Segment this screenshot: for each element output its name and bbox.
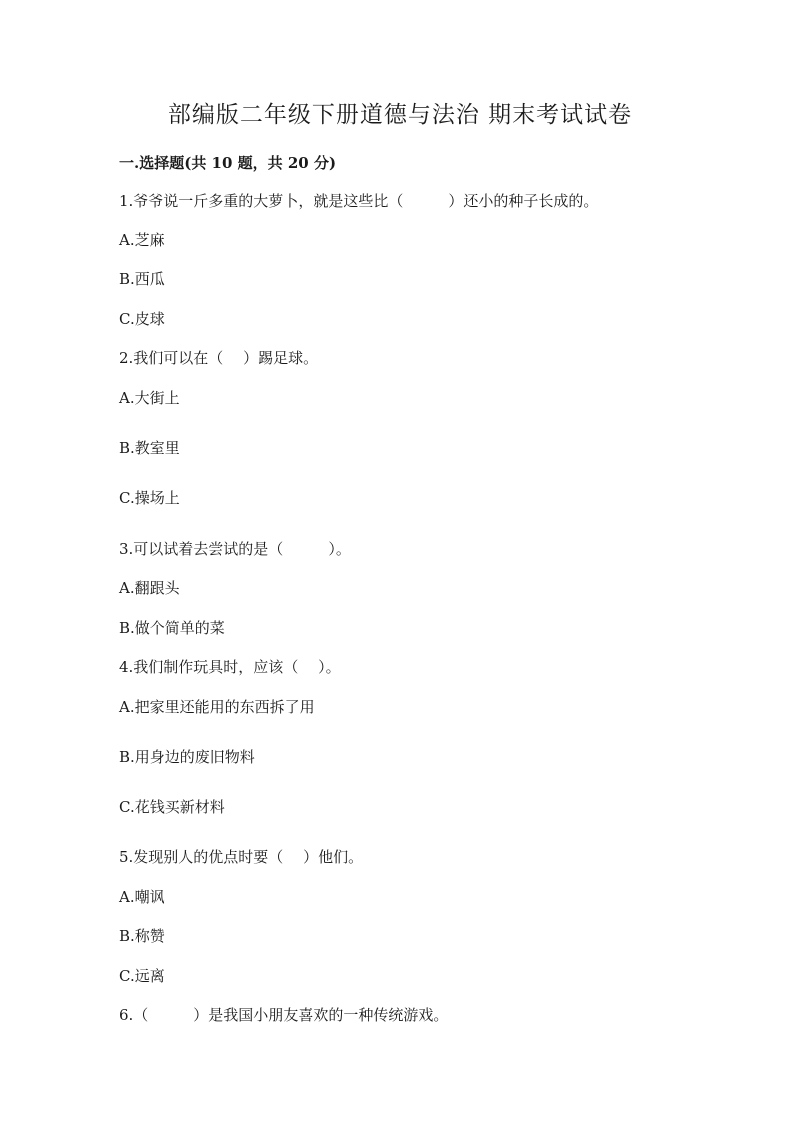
exam-title: 部编版二年级下册道德与法治 期末考试试卷 [167,102,633,128]
question-1-stem: 1.爷爷说一斤多重的大萝卜，就是这些比（ ）还小的种子长成的。 [119,192,599,210]
section-heading: 一.选择题(共 10 题，共 20 分) [119,154,337,172]
question-6-stem: 6.（ ）是我国小朋友喜欢的一种传统游戏。 [119,1006,449,1024]
question-3-stem: 3.可以试着去尝试的是（ ）。 [119,540,351,558]
question-2-stem: 2.我们可以在（ ）踢足球。 [119,349,319,367]
question-3-option-b: B.做个简单的菜 [119,619,225,637]
question-2-option-c: C.操场上 [119,489,180,507]
question-2-option-b: B.教室里 [119,439,180,457]
question-5-option-a: A.嘲讽 [119,888,165,906]
question-4-option-b: B.用身边的废旧物料 [119,748,255,766]
question-4-stem: 4.我们制作玩具时，应该（ ）。 [119,658,341,676]
question-3-option-a: A.翻跟头 [119,579,180,597]
question-1-option-c: C.皮球 [119,310,165,328]
question-5-option-c: C.远离 [119,967,165,985]
question-4-option-a: A.把家里还能用的东西拆了用 [119,698,315,716]
question-1-option-a: A.芝麻 [119,231,165,249]
question-1-option-b: B.西瓜 [119,270,165,288]
question-2-option-a: A.大街上 [119,389,180,407]
question-5-stem: 5.发现别人的优点时要（ ）他们。 [119,848,364,866]
question-5-option-b: B.称赞 [119,927,165,945]
question-4-option-c: C.花钱买新材料 [119,798,225,816]
